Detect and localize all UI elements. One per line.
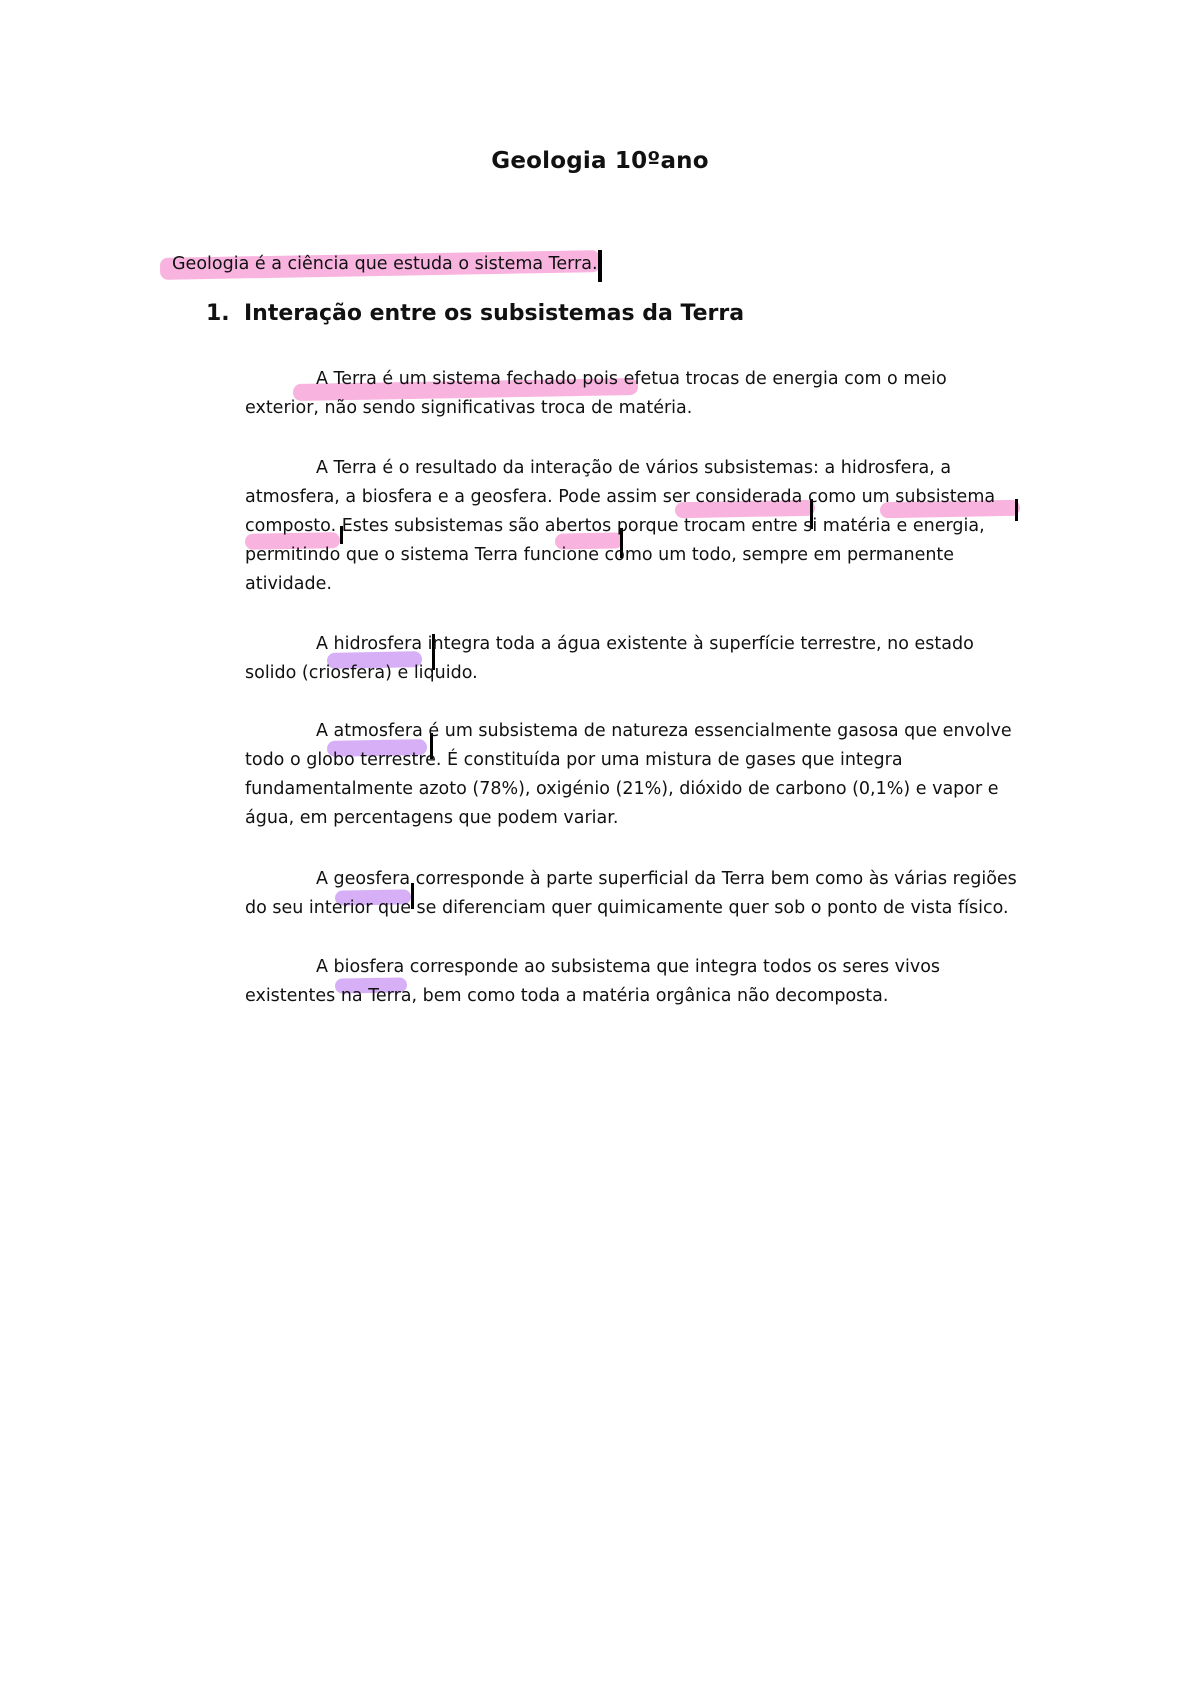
section-heading bbox=[206, 301, 744, 326]
paragraph-line: todo o globo terrestre. É constituída por uma mistura de gases que integra bbox=[245, 750, 903, 770]
paragraph-line: A Terra é o resultado da interação de vários subsistemas: a hidrosfera, a bbox=[316, 458, 952, 478]
paragraph-line: composto. Estes subsistemas são abertos porque trocam entre si matéria e energia, bbox=[245, 516, 985, 536]
section-title: Interação entre os subsistemas da Terra bbox=[244, 301, 745, 326]
section-number: 1. bbox=[206, 301, 230, 326]
paragraph-line: A atmosfera é um subsistema de natureza essencialmente gasosa que envolve bbox=[316, 721, 1012, 741]
edit-mark bbox=[1015, 499, 1018, 521]
edit-mark bbox=[598, 250, 602, 282]
paragraph-line: permitindo que o sistema Terra funcione como um todo, sempre em permanente bbox=[245, 545, 955, 565]
intro-text: Geologia é a ciência que estuda o sistema Terra. bbox=[172, 254, 598, 274]
paragraph-line: existentes na Terra, bem como toda a matéria orgânica não decomposta. bbox=[245, 986, 889, 1006]
paragraph-line: fundamentalmente azoto (78%), oxigénio (21%), dióxido de carbono (0,1%) e vapor e bbox=[245, 779, 999, 799]
paragraph-line: A geosfera corresponde à parte superficial da Terra bem como às várias regiões bbox=[316, 869, 1017, 889]
paragraph-line: A hidrosfera integra toda a água existente à superfície terrestre, no estado bbox=[316, 634, 974, 654]
paragraph-line: solido (criosfera) e liquido. bbox=[245, 663, 478, 683]
paragraph-line: atividade. bbox=[245, 574, 332, 594]
paragraph-line: água, em percentagens que podem variar. bbox=[245, 808, 619, 828]
paragraph-line: atmosfera, a biosfera e a geosfera. Pode assim ser considerada como um subsistema bbox=[245, 487, 996, 507]
paragraph-line: do seu interior que se diferenciam quer quimicamente quer sob o ponto de vista físico. bbox=[245, 898, 1009, 918]
paragraph-line: exterior, não sendo significativas troca de matéria. bbox=[245, 398, 693, 418]
paragraph-line: A Terra é um sistema fechado pois efetua trocas de energia com o meio bbox=[316, 369, 947, 389]
page-title: Geologia 10ºano bbox=[491, 148, 709, 174]
paragraph-line: A biosfera corresponde ao subsistema que integra todos os seres vivos bbox=[316, 957, 941, 977]
